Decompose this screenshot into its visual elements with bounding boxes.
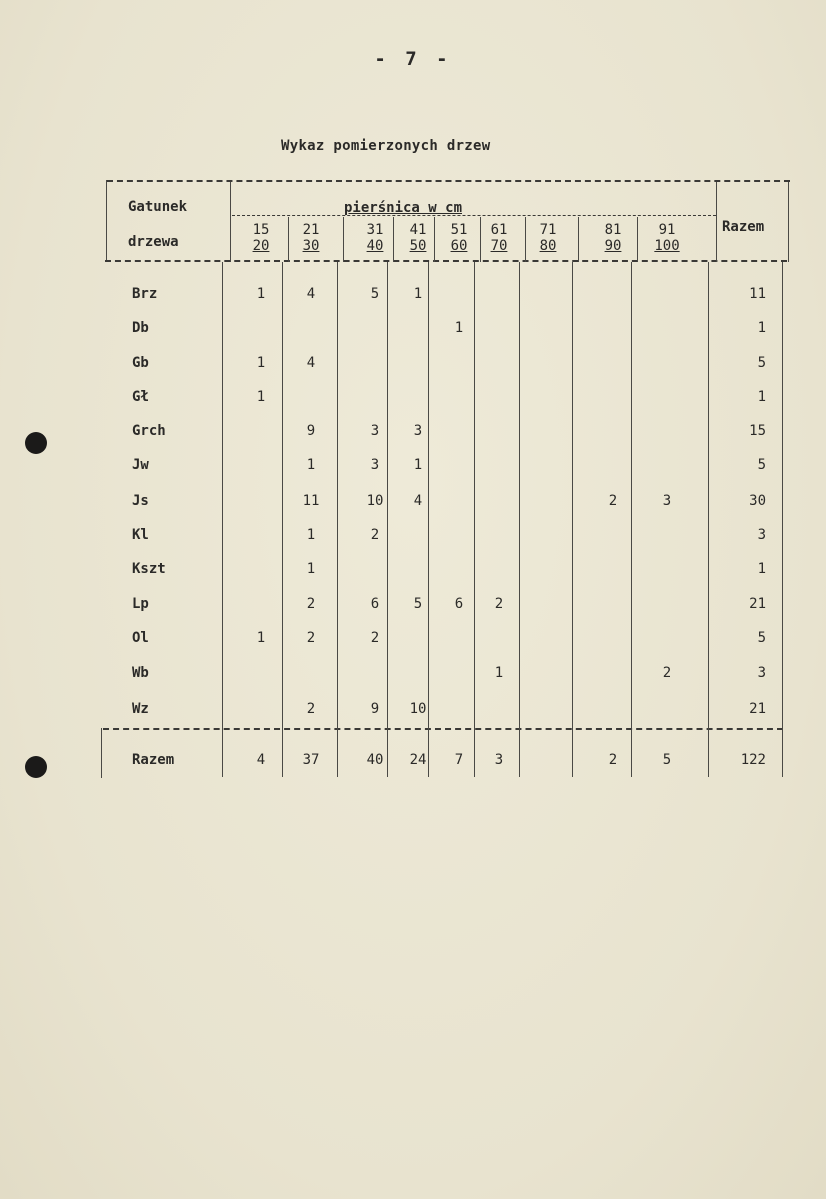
punch-hole-bottom — [25, 756, 47, 778]
header-bottom-rule — [105, 260, 787, 262]
punch-hole-top — [25, 432, 47, 454]
species-row-cell: 1 — [256, 355, 266, 371]
table-top-rule — [107, 180, 790, 182]
species-row-total: 15 — [749, 423, 766, 439]
species-row-cell: 10 — [366, 493, 384, 509]
diameter-class-to: 90 — [604, 238, 622, 254]
class-column-divider-header-8 — [637, 217, 638, 262]
diameter-class-header — [353, 222, 397, 254]
diameter-class-to: 60 — [450, 238, 468, 254]
summary-row-cell: 24 — [409, 752, 427, 768]
summary-row-cell: 4 — [256, 752, 266, 768]
species-row-cell: 2 — [306, 630, 316, 646]
species-row-label: Ol — [132, 630, 149, 646]
diameter-class-header — [396, 222, 440, 254]
class-column-divider-header-2 — [343, 217, 344, 262]
diameter-class-to: 80 — [539, 238, 557, 254]
summary-row-cell: 3 — [494, 752, 504, 768]
species-row-label: Jw — [132, 457, 149, 473]
species-row-total: 5 — [757, 457, 766, 473]
header-group-rule — [232, 215, 716, 216]
species-row-total: 5 — [757, 630, 766, 646]
species-row-cell: 3 — [662, 493, 672, 509]
summary-row-total: 122 — [740, 752, 766, 768]
species-row-cell: 6 — [370, 596, 380, 612]
document-title: Wykaz pomierzonych drzew — [281, 138, 491, 154]
species-row-cell: 5 — [370, 286, 380, 302]
summary-left-border — [101, 728, 102, 778]
page-number: - 7 - — [374, 48, 452, 70]
species-row-cell: 2 — [370, 630, 380, 646]
species-row-total: 5 — [757, 355, 766, 371]
species-row-total: 1 — [757, 561, 766, 577]
species-row-cell: 3 — [413, 423, 423, 439]
species-row-total: 21 — [749, 701, 766, 717]
species-row-cell: 1 — [306, 457, 316, 473]
diameter-class-from: 15 — [252, 222, 270, 238]
diameter-class-from: 31 — [366, 222, 384, 238]
species-row-cell: 1 — [454, 320, 464, 336]
class-column-divider-8 — [631, 262, 632, 777]
header-total: Razem — [722, 219, 765, 235]
header-diameter-group: pierśnica w cm — [344, 200, 463, 216]
species-column-divider-header — [230, 182, 231, 262]
species-row-label: Gb — [132, 355, 149, 371]
species-row-cell: 1 — [256, 630, 266, 646]
species-row-label: Wb — [132, 665, 149, 681]
diameter-class-to: 50 — [409, 238, 427, 254]
summary-row-cell: 7 — [454, 752, 464, 768]
species-row-label: Wz — [132, 701, 149, 717]
species-row-cell: 1 — [256, 389, 266, 405]
total-column-divider — [708, 262, 709, 777]
class-column-divider-header-7 — [578, 217, 579, 262]
table-right-border — [788, 182, 789, 262]
diameter-class-from: 61 — [490, 222, 508, 238]
species-row-label: Brz — [132, 286, 158, 302]
diameter-class-to: 70 — [490, 238, 508, 254]
summary-row-cell: 37 — [302, 752, 320, 768]
species-row-cell: 5 — [413, 596, 423, 612]
species-row-cell: 4 — [413, 493, 423, 509]
species-row-cell: 6 — [454, 596, 464, 612]
species-row-label: Grch — [132, 423, 166, 439]
diameter-class-from: 21 — [302, 222, 320, 238]
diameter-class-to: 30 — [302, 238, 320, 254]
species-row-label: Gł — [132, 389, 149, 405]
species-row-label: Js — [132, 493, 149, 509]
species-row-cell: 3 — [370, 423, 380, 439]
diameter-class-from: 91 — [658, 222, 676, 238]
diameter-class-from: 71 — [539, 222, 557, 238]
diameter-class-header — [591, 222, 635, 254]
class-column-divider-6 — [519, 262, 520, 777]
species-row-label: Lp — [132, 596, 149, 612]
species-row-cell: 2 — [494, 596, 504, 612]
species-row-total: 3 — [757, 665, 766, 681]
diameter-class-header — [645, 222, 689, 254]
species-column-divider — [222, 262, 223, 777]
table-left-border — [106, 180, 107, 260]
species-row-label: Db — [132, 320, 149, 336]
summary-separator-rule — [103, 728, 783, 730]
species-row-total: 3 — [757, 527, 766, 543]
diameter-class-header — [437, 222, 481, 254]
species-row-total: 1 — [757, 389, 766, 405]
summary-row-cell: 5 — [662, 752, 672, 768]
species-row-cell: 2 — [662, 665, 672, 681]
diameter-class-to: 40 — [366, 238, 384, 254]
diameter-class-to: 100 — [654, 238, 680, 254]
class-column-divider-2 — [337, 262, 338, 777]
species-row-cell: 1 — [306, 527, 316, 543]
species-row-cell: 1 — [256, 286, 266, 302]
species-row-total: 30 — [749, 493, 766, 509]
class-column-divider-4 — [428, 262, 429, 777]
species-row-cell: 4 — [306, 286, 316, 302]
species-row-cell: 4 — [306, 355, 316, 371]
species-row-cell: 9 — [306, 423, 316, 439]
species-row-cell: 1 — [413, 457, 423, 473]
class-column-divider-1 — [282, 262, 283, 777]
species-row-cell: 9 — [370, 701, 380, 717]
species-row-cell: 10 — [409, 701, 427, 717]
diameter-class-header — [477, 222, 521, 254]
species-row-label: Kszt — [132, 561, 166, 577]
total-column-divider-header — [716, 182, 717, 262]
species-row-cell: 1 — [494, 665, 504, 681]
class-column-divider-5 — [474, 262, 475, 777]
species-row-total: 1 — [757, 320, 766, 336]
species-row-label: Kl — [132, 527, 149, 543]
diameter-class-to: 20 — [252, 238, 270, 254]
species-row-cell: 1 — [306, 561, 316, 577]
species-row-cell: 2 — [306, 701, 316, 717]
diameter-class-header — [239, 222, 283, 254]
species-row-cell: 11 — [302, 493, 320, 509]
class-column-divider-7 — [572, 262, 573, 777]
diameter-class-header — [289, 222, 333, 254]
table-right-border-body — [782, 262, 783, 777]
species-row-cell: 1 — [413, 286, 423, 302]
diameter-class-from: 81 — [604, 222, 622, 238]
summary-row-cell: 2 — [608, 752, 618, 768]
diameter-class-from: 51 — [450, 222, 468, 238]
diameter-class-from: 41 — [409, 222, 427, 238]
species-row-total: 11 — [749, 286, 766, 302]
species-row-cell: 3 — [370, 457, 380, 473]
summary-row-label: Razem — [132, 752, 175, 768]
species-row-cell: 2 — [306, 596, 316, 612]
diameter-class-header — [526, 222, 570, 254]
class-column-divider-3 — [387, 262, 388, 777]
species-row-cell: 2 — [370, 527, 380, 543]
header-species-top: Gatunek — [128, 199, 188, 215]
species-row-total: 21 — [749, 596, 766, 612]
summary-row-cell: 40 — [366, 752, 384, 768]
header-species-bottom: drzewa — [128, 234, 179, 250]
species-row-cell: 2 — [608, 493, 618, 509]
